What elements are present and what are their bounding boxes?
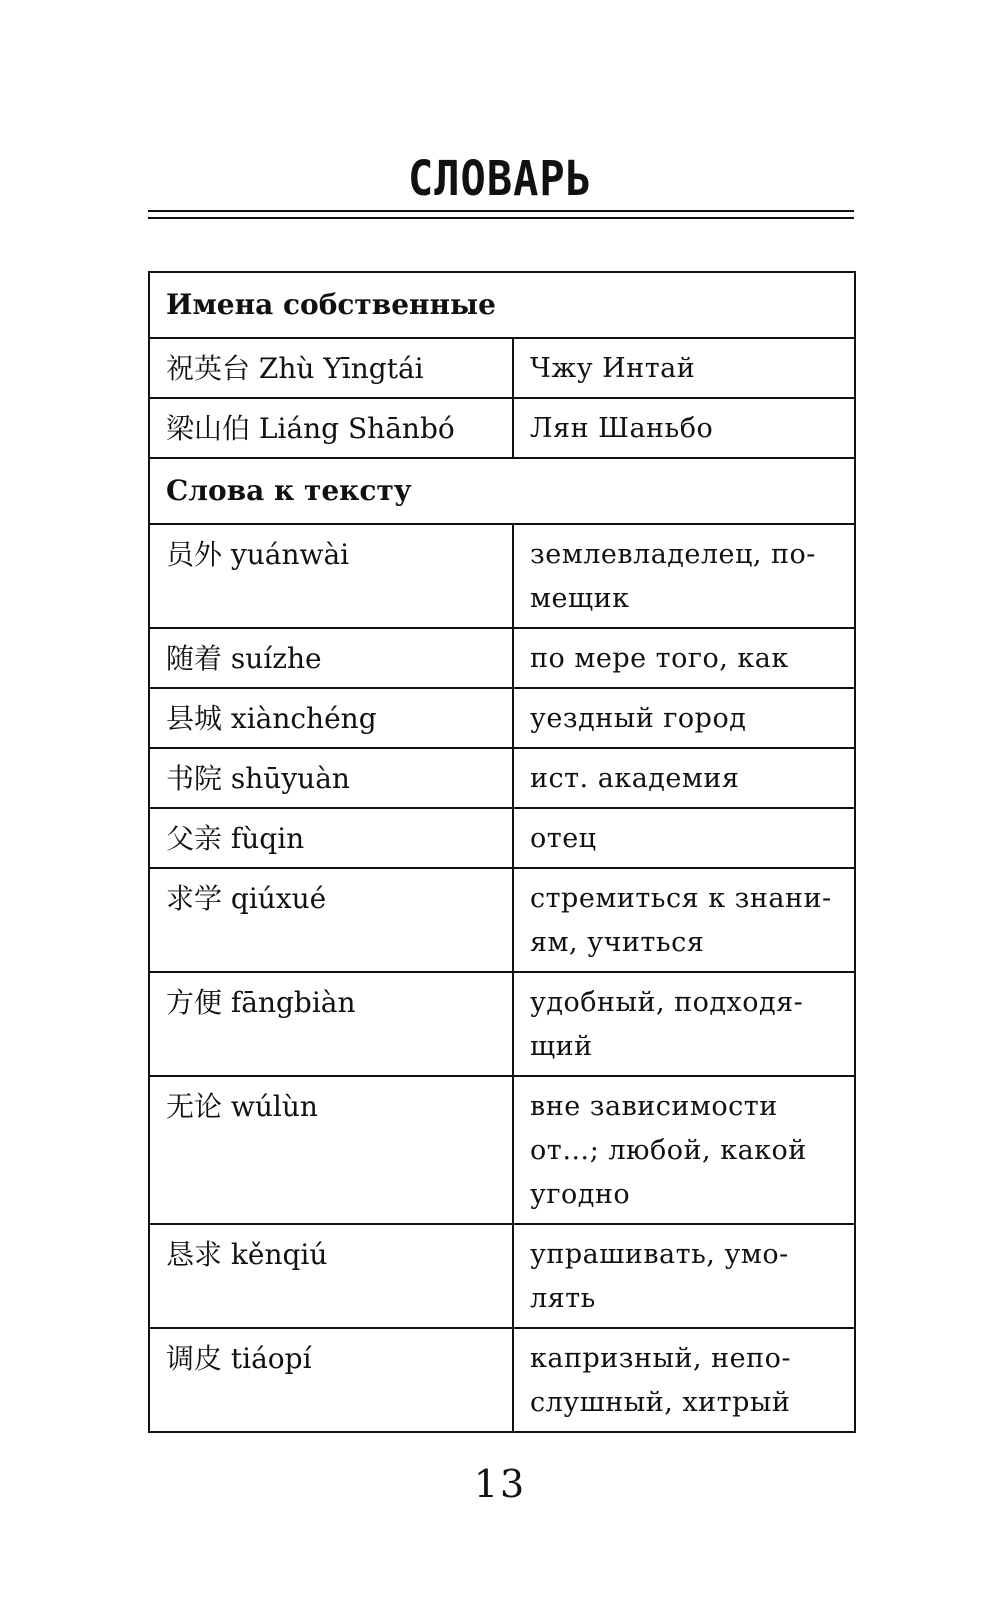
term-cell: 求学 qiúxué xyxy=(149,868,513,972)
translation-line: лять xyxy=(530,1283,596,1314)
term-cell: 祝英台 Zhù Yīngtái xyxy=(149,338,513,398)
table-row xyxy=(149,748,855,808)
term-cell: 随着 suízhe xyxy=(149,628,513,688)
table-row xyxy=(149,972,855,1076)
term-cell: 梁山伯 Liáng Shānbó xyxy=(149,398,513,458)
translation-line: мещик xyxy=(530,583,630,614)
section-heading: Слова к тексту xyxy=(149,458,855,524)
translation-cell: отец xyxy=(513,808,855,868)
translation-line: удобный, подходя- xyxy=(530,987,804,1018)
page-number: 13 xyxy=(473,1462,527,1506)
term-cell: 员外 yuánwài xyxy=(149,524,513,628)
term-cell: 书院 shūyuàn xyxy=(149,748,513,808)
page-title: СЛОВАРЬ xyxy=(407,150,592,207)
translation-line: от…; любой, какой xyxy=(530,1135,807,1166)
table-row xyxy=(149,1328,855,1432)
table-row xyxy=(149,1224,855,1328)
translation-cell xyxy=(513,1224,855,1328)
section-heading: Имена собственные xyxy=(149,272,855,338)
term-cell: 父亲 fùqin xyxy=(149,808,513,868)
translation-line: вне зависимости xyxy=(530,1091,778,1122)
term-cell: 县城 xiànchéng xyxy=(149,688,513,748)
table-row xyxy=(149,1076,855,1224)
translation-line: землевладелец, по- xyxy=(530,539,816,570)
term-cell: 无论 wúlùn xyxy=(149,1076,513,1224)
section-header-row xyxy=(149,458,855,524)
translation-line: угодно xyxy=(530,1179,631,1210)
translation-line: капризный, непо- xyxy=(530,1343,791,1374)
table-row xyxy=(149,398,855,458)
title-rule-bottom xyxy=(148,217,854,219)
translation-cell: уездный город xyxy=(513,688,855,748)
table-row xyxy=(149,808,855,868)
vocabulary-table xyxy=(148,271,856,1433)
term-cell: 调皮 tiáopí xyxy=(149,1328,513,1432)
translation-line: ям, учиться xyxy=(530,927,705,958)
translation-cell: Лян Шаньбо xyxy=(513,398,855,458)
table-row xyxy=(149,628,855,688)
table-row xyxy=(149,524,855,628)
translation-cell: по мере того, как xyxy=(513,628,855,688)
translation-cell: ист. академия xyxy=(513,748,855,808)
section-header-row xyxy=(149,272,855,338)
translation-cell xyxy=(513,868,855,972)
table-row xyxy=(149,688,855,748)
term-cell: 方便 fāngbiàn xyxy=(149,972,513,1076)
translation-cell xyxy=(513,1076,855,1224)
translation-line: стремиться к знани- xyxy=(530,883,832,914)
translation-cell xyxy=(513,972,855,1076)
translation-line: щий xyxy=(530,1031,593,1062)
table-row xyxy=(149,868,855,972)
translation-line: слушный, хитрый xyxy=(530,1387,791,1418)
table-row xyxy=(149,338,855,398)
translation-cell xyxy=(513,524,855,628)
title-rule-top xyxy=(148,210,854,212)
translation-cell: Чжу Интай xyxy=(513,338,855,398)
translation-line: упрашивать, умо- xyxy=(530,1239,789,1270)
term-cell: 恳求 kěnqiú xyxy=(149,1224,513,1328)
translation-cell xyxy=(513,1328,855,1432)
